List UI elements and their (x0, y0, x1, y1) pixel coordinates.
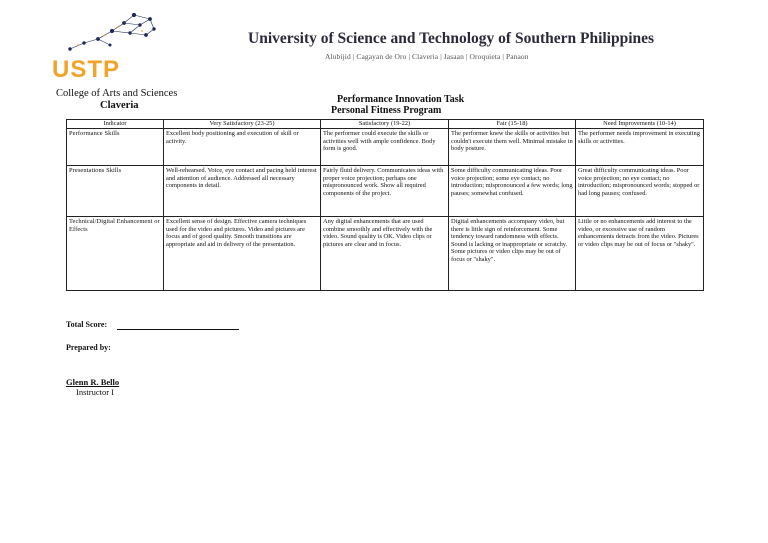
prepared-by-label: Prepared by: (66, 343, 111, 352)
task-title: Performance Innovation Task (337, 94, 465, 105)
table-cell: Great difficulty communicating ideas. Poor voice projection; no eye contact; no introduction; mispronounced words; stopped or had long pauses; confused. (576, 166, 704, 217)
logo-text: USTP (52, 56, 121, 80)
table-cell: Little or no enhancements add interest to the video, or excessive use of random enhancements detracts from the video. Pictures or video clips may be out of focus or "shaky". (576, 217, 704, 291)
table-cell: Excellent sense of design. Effective camera techniques used for the video and pictures. Video and pictures are focus and of good quality. Smooth transitions are appropriate and aid in delivery of the presentation. (164, 217, 321, 291)
rubric-table (66, 119, 704, 291)
table-cell: Excellent body positioning and execution of skill or activity. (164, 129, 321, 166)
indicator-cell: Performance Skills (67, 129, 164, 166)
table-row (67, 129, 704, 166)
rubric-header-row (67, 120, 704, 129)
table-row (67, 217, 704, 291)
table-cell: The performer knew the skills or activities but couldn't execute them well. Minimal mistake in body posture. (449, 129, 576, 166)
ustp-logo (50, 5, 170, 80)
program-title: Personal Fitness Program (331, 105, 442, 116)
column-header: Very Satisfactory (23-25) (164, 120, 321, 129)
signatory-title: Instructor I (76, 387, 115, 397)
signatory-name: Glenn R. Bello (66, 377, 120, 387)
total-score-field[interactable] (117, 329, 239, 330)
campus-name: Claveria (100, 100, 139, 111)
table-cell: Some difficulty communicating ideas. Poor voice projection; some eye contact; no introduction; mispronounced a few words; long pauses; somewhat confused. (449, 166, 576, 217)
logo-constellation-icon (69, 13, 156, 50)
column-header: Satisfactory (19-22) (321, 120, 449, 129)
table-cell: Digital enhancements accompany video, but there is little sign of reinforcement. Some tendency toward randomness with effects. Sound is lacking or inappropriate or scratchy. Some pictures or video clips may be out of focus or "shaky". (449, 217, 576, 291)
table-cell: The performer could execute the skills or activities well with ample confidence. Body form is good. (321, 129, 449, 166)
indicator-cell: Technical/Digital Enhancement or Effects (67, 217, 164, 291)
table-row (67, 166, 704, 217)
table-cell: Any digital enhancements that are used combine smoothly and effectively with the video. Sound quality is OK. Video clips or pictures are clear and in focus. (321, 217, 449, 291)
college-name: College of Arts and Sciences (56, 88, 178, 99)
table-cell: The performer needs improvement in executing skills or activities. (576, 129, 704, 166)
total-score-label: Total Score: (66, 320, 108, 329)
table-cell: Fairly fluid delivery. Communicates ideas with proper voice projection; perhaps one mispronounced work. Show all required components of the project. (321, 166, 449, 217)
column-header: Fair (15-18) (449, 120, 576, 129)
column-header: Need Improvements (10-14) (576, 120, 704, 129)
indicator-cell: Presentations Skills (67, 166, 164, 217)
university-name: University of Science and Technology of Southern Philippines (248, 30, 655, 47)
table-cell: Well-rehearsed. Voice, eye contact and pacing held interest and attention of audience. Addressed all necessary components in detail. (164, 166, 321, 217)
column-header: Indicator (67, 120, 164, 129)
campus-list: Alubijid | Cagayan de Oro | Claveria | Jasaan | Oroquieta | Panaon (325, 52, 529, 61)
